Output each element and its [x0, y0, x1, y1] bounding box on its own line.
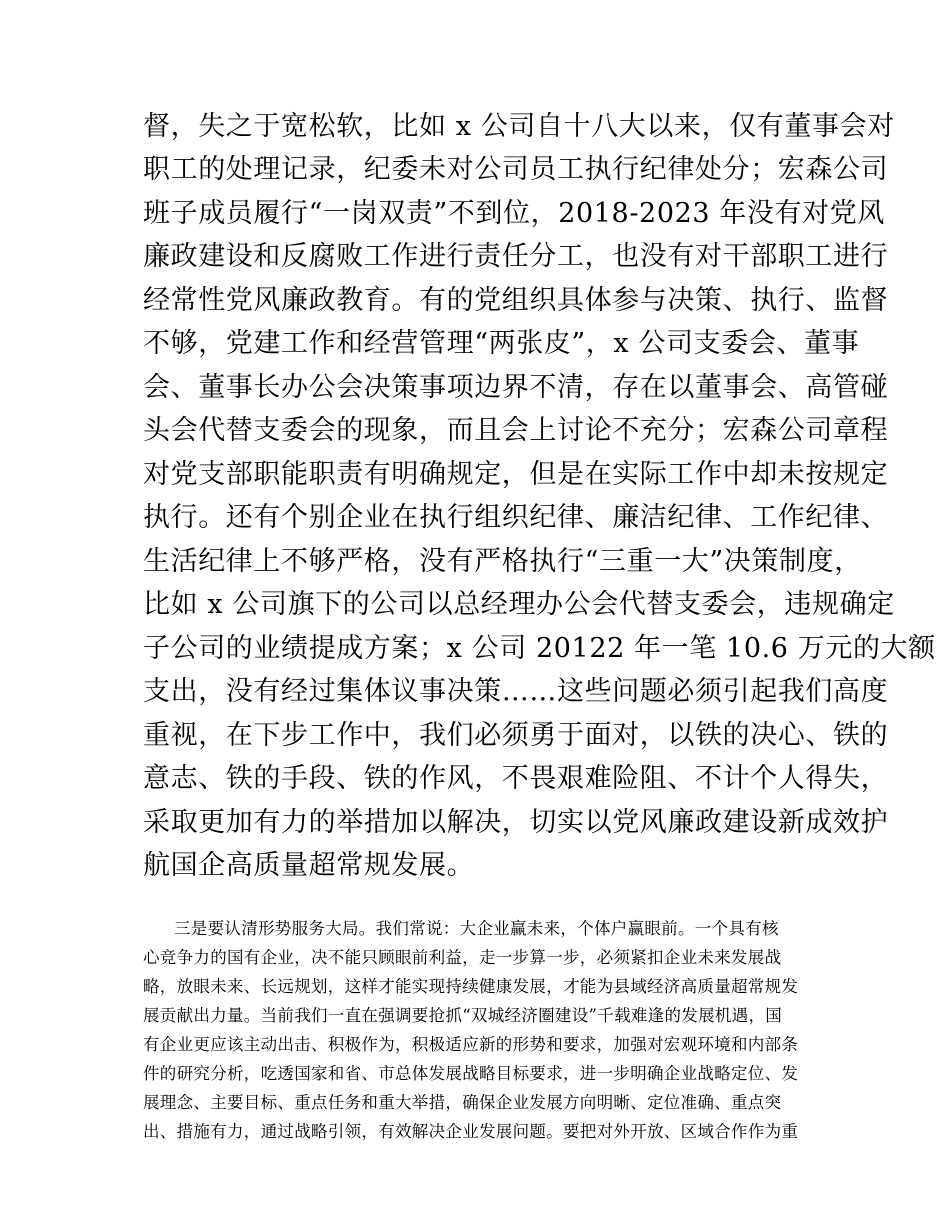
paragraph-line: 件的研究分析，吃透国家和省、市总体发展战略目标要求，进一步明确企业战略定位、发	[143, 1064, 799, 1083]
paragraph-line: 廉政建设和反腐败工作进行责任分工，也没有对干部职工进行	[143, 241, 889, 272]
paragraph-line: 有企业更应该主动出击、积极作为，积极适应新的形势和要求，加强对宏观环境和内部条	[143, 1035, 799, 1054]
paragraph-line: 比如 x 公司旗下的公司以总经理办公会代替支委会，违规确定	[143, 589, 895, 620]
paragraph-line: 展贡献出力量。当前我们一直在强调要抢抓“双城经济圈建设”千载难逢的发展机遇，国	[143, 1006, 783, 1025]
paragraph-line: 头会代替支委会的现象，而且会上讨论不充分；宏森公司章程	[143, 415, 889, 446]
paragraph-line: 重视，在下步工作中，我们必须勇于面对，以铁的决心、铁的	[143, 720, 889, 751]
paragraph-line: 督，失之于宽松软，比如 x 公司自十八大以来，仅有董事会对	[143, 111, 895, 142]
paragraph-line: 会、董事长办公会决策事项边界不清，存在以董事会、高管碰	[143, 372, 889, 403]
paragraph-line: 略，放眼未来、长远规划，这样才能实现持续健康发展，才能为县域经济高质量超常规发	[143, 977, 799, 996]
paragraph-line: 采取更加有力的举措加以解决，切实以党风廉政建设新成效护	[143, 807, 889, 838]
paragraph-line: 航国企高质量超常规发展。	[143, 850, 475, 881]
paragraph-line: 执行。还有个别企业在执行组织纪律、廉洁纪律、工作纪律、	[143, 502, 889, 533]
paragraph-line: 子公司的业绩提成方案；x 公司 20122 年一笔 10.6 万元的大额	[143, 633, 936, 664]
paragraph-line: 心竞争力的国有企业，决不能只顾眼前利益，走一步算一步，必须紧扣企业未来发展战	[143, 948, 782, 967]
paragraph-line: 三是要认清形势服务大局。我们常说：大企业赢未来，个体户赢眼前。一个具有核	[174, 919, 779, 938]
paragraph-line: 支出，没有经过集体议事决策……这些问题必须引起我们高度	[143, 676, 889, 707]
paragraph-line: 职工的处理记录，纪委未对公司员工执行纪律处分；宏森公司	[143, 154, 889, 185]
paragraph-line: 不够，党建工作和经营管理“两张皮”，x 公司支委会、董事	[143, 328, 860, 359]
paragraph-line: 班子成员履行“一岗双责”不到位，2018-2023 年没有对党风	[143, 198, 885, 229]
paragraph-line: 出、措施有力，通过战略引领，有效解决企业发展问题。要把对外开放、区域合作作为重	[143, 1122, 799, 1141]
paragraph-line: 意志、铁的手段、铁的作风，不畏艰难险阻、不计个人得失，	[143, 763, 889, 794]
paragraph-line: 经常性党风廉政教育。有的党组织具体参与决策、执行、监督	[143, 285, 889, 316]
paragraph-line: 对党支部职能职责有明确规定，但是在实际工作中却未按规定	[143, 459, 889, 490]
paragraph-line: 展理念、主要目标、重点任务和重大举措，确保企业发展方向明晰、定位准确、重点突	[143, 1093, 782, 1112]
paragraph-line: 生活纪律上不够严格，没有严格执行“三重一大”决策制度，	[143, 546, 862, 577]
